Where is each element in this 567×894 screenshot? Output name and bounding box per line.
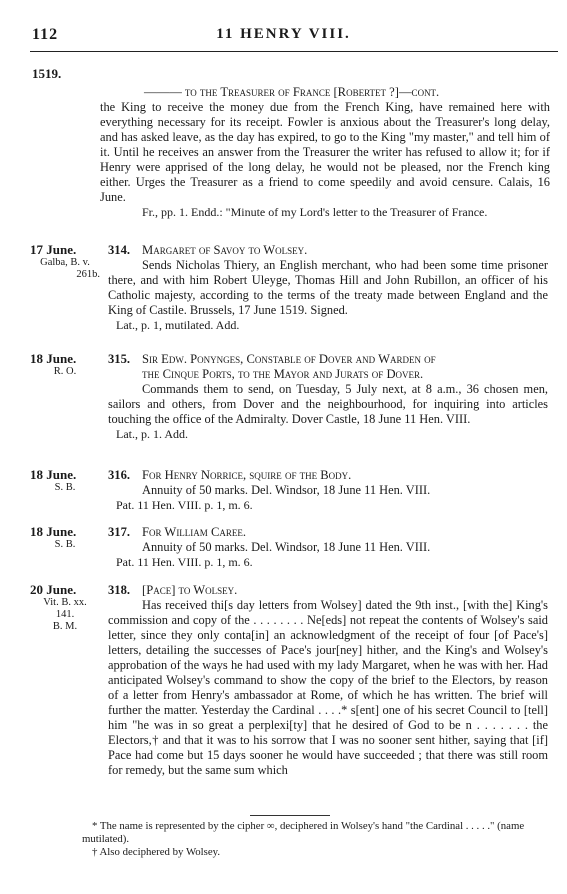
entry-body [108, 243, 548, 333]
margin-ref: Vit. B. xx. [43, 597, 87, 608]
entry-paragraph: Annuity of 50 marks. Del. Windsor, 18 June 11 Hen. VIII. [142, 483, 431, 497]
running-head: 11 HENRY VIII. [216, 26, 351, 42]
entry-body [108, 468, 548, 513]
entry-paragraph: the King to receive the money due from the French King, have remained here with everything necessary for its receipt. Fowler is anxious about the Treasurer's long delay, and has asked leave, as the day has expired, to go to the King "my master," and tell him of it. Until he receives an answer from the Treasurer the writer has refused to allow it; for if Henry were apprised of the long delay, he would not be pleased, nor the French king either. Urges the Treasurer as a friend to come speedily and avoid censure. Calais, 16 June. [100, 100, 550, 204]
footnote-1: * The name is represented by the cipher ∞, deciphered in Wolsey's hand "the Cardinal . . . . ." (name mutilated). [82, 820, 525, 845]
margin-date: 18 June. [30, 467, 77, 482]
margin-ref: S. B. [54, 482, 76, 493]
entry-paragraph: Annuity of 50 marks. Del. Windsor, 18 June 11 Hen. VIII. [142, 540, 431, 554]
margin-ref: 261b. [76, 269, 100, 280]
margin-ref: R. O. [53, 366, 77, 377]
entry-source: Lat., p. 1. Add. [116, 427, 188, 441]
page-number: 112 [32, 26, 59, 43]
entry-heading: Sir Edw. Ponynges, Constable of Dover and Warden of [142, 352, 436, 366]
entry-body-text [100, 100, 550, 220]
margin-col [30, 468, 100, 494]
margin-date: 18 June. [30, 524, 77, 539]
entry-number: 317. [108, 525, 131, 539]
footnotes [82, 820, 552, 859]
entry-paragraph: Has received thi[s day letters from Wolsey] dated the 9th inst., [with the] King's commission and copy of the . . . . . . . . Ne[eds] not repeat the contents of Wolsey's said letter, since they only conta[in] an acknowledgment of the receipt of four [of Pace's] letters, detailing the successes of Pace's jour[ney] hither, and the King's and Wolsey's approbation of the ways he had used with my lady Margaret, when he was with her. Had anticipated Wolsey's command to show the copy of the brief to the Electors, by reason of a letter from Henry's ambassador at Rome, of which he has written. The brief will further the matter. Yesterday the Cardinal . . . .* s[ent] one of his secret Council to [tell] him "he was in so great a perplexi[ty] that he desired of God to be n . . . . . . . the Electors,† and that it was to his sorrow that I was no sooner sent hither, saying that [if] Pace had come but 15 days sooner he would have succeeded ; that there was still room for remedy, but the same sum which [108, 598, 548, 777]
margin-date: 20 June. [30, 582, 77, 597]
entry-heading: For William Caree. [142, 525, 246, 539]
entry-heading-line2: the Cinque Ports, to the Mayor and Jurats of Dover. [142, 367, 424, 381]
margin-col [30, 243, 100, 281]
margin-ref: S. B. [54, 539, 76, 550]
year-marker: 1519. [32, 66, 62, 81]
margin-col [30, 525, 100, 551]
entry-heading: For Henry Norrice, squire of the Body. [142, 468, 352, 482]
entry-body [108, 352, 548, 442]
margin-col [30, 583, 100, 633]
page-header [0, 0, 567, 44]
margin-ref: 141. [55, 609, 75, 620]
entry-heading: [Pace] to Wolsey. [142, 583, 238, 597]
margin-date: 18 June. [30, 351, 77, 366]
entry-body [108, 85, 548, 100]
entry-heading: Margaret of Savoy to Wolsey. [142, 243, 308, 257]
entry-number: 318. [108, 583, 131, 597]
entry-body [108, 525, 548, 570]
entry-source: Pat. 11 Hen. VIII. p. 1, m. 6. [116, 498, 253, 512]
entry-source: Fr., pp. 1. Endd.: "Minute of my Lord's letter to the Treasurer of France. [142, 205, 488, 219]
footnote-rule [250, 815, 330, 816]
entry-heading: ——— to the Treasurer of France [Robertet ?]—cont. [144, 85, 440, 99]
footnote-2: † Also deciphered by Wolsey. [92, 846, 221, 858]
entry-source: Pat. 11 Hen. VIII. p. 1, m. 6. [116, 555, 253, 569]
entry-number: 316. [108, 468, 131, 482]
margin-date: 17 June. [30, 242, 77, 257]
entry-paragraph: Sends Nicholas Thiery, an English merchant, who had been some time prisoner there, and with him Robert Uleyge, Thomas Hill and John Rubillon, an officer of his Catholic majesty, according to the terms of the treaty made between England and the King of Castile. Brussels, 17 June 1519. Signed. [108, 258, 548, 317]
entry-number: 315. [108, 352, 131, 366]
margin-col [30, 352, 100, 378]
entry-source: Lat., p. 1, mutilated. Add. [116, 318, 240, 332]
entry-paragraph: Commands them to send, on Tuesday, 5 July next, at 8 a.m., 36 chosen men, sailors and others, from Dover and the neighbourhood, for inquiring into articles touching the office of the Admiralty. Dover Castle, 18 June 11 Hen. VIII. [108, 382, 548, 426]
margin-ref: Galba, B. v. [40, 257, 90, 268]
entry-number: 314. [108, 243, 131, 257]
margin-ref: B. M. [52, 621, 78, 632]
header-rule [30, 51, 558, 52]
entry-body [108, 583, 548, 778]
